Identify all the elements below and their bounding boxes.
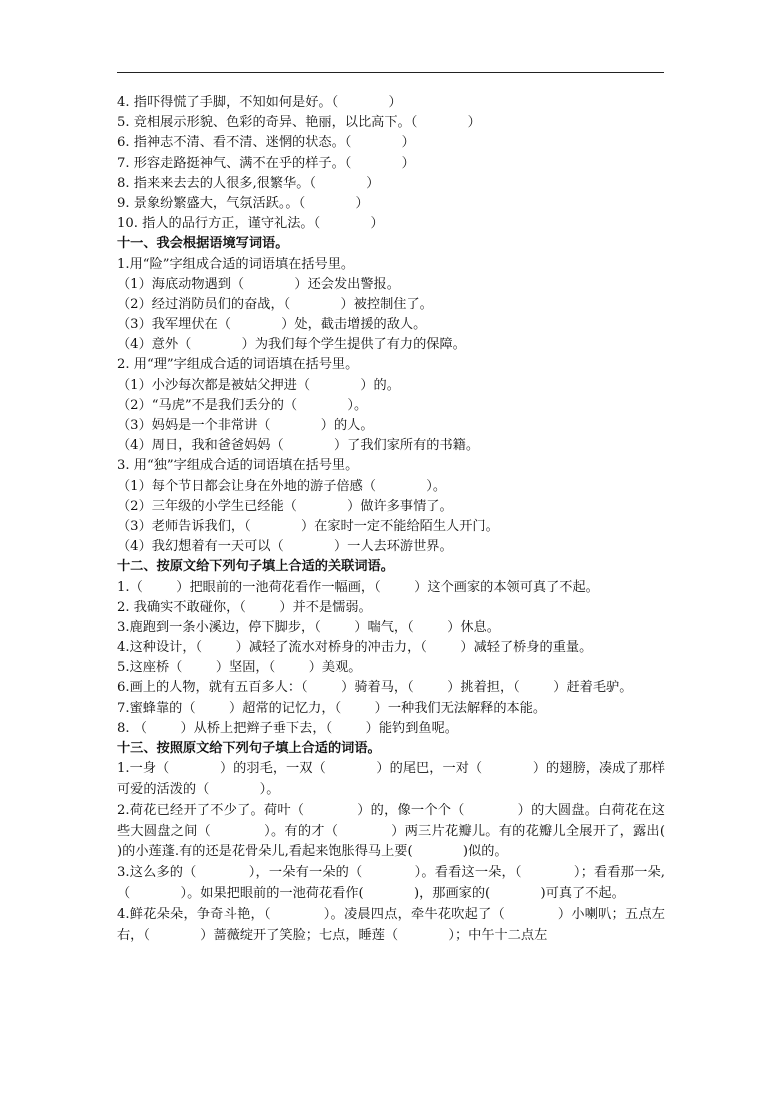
item-line: 6.画上的人物，就有五百多人：（ ）骑着马，（ ）挑着担，（ ）赶着毛驴。 xyxy=(117,680,633,696)
item-line: （3）妈妈是一个非常讲（ ）的人。 xyxy=(117,418,374,433)
item-line: 1.（ ）把眼前的一池荷花看作一幅画，（ ）这个画家的本领可真了不起。 xyxy=(117,579,599,595)
item-line: （3）老师告诉我们，（ ）在家时一定不能给陌生人开门。 xyxy=(117,518,499,534)
item-line: 9. 景象纷繁盛大，气氛活跃。。（ ） xyxy=(117,195,369,211)
item-line: 8. 指来来去去的人很多,很繁华。（ ） xyxy=(117,175,380,191)
item-line: （2）三年级的小学生已经能（ ）做许多事情了。 xyxy=(117,498,453,514)
item-line: （3）我军埋伏在（ ）处，截击增援的敌人。 xyxy=(117,317,427,333)
worksheet-content xyxy=(117,93,716,946)
item-line: 7.蜜蜂靠的（ ）超常的记忆力，（ ）一种我们无法解释的本能。 xyxy=(117,700,547,716)
item-line: （2）经过消防员们的奋战，（ ）被控制住了。 xyxy=(117,296,433,312)
section-heading-12: 十二、按原文给下列句子填上合适的关联词语。 xyxy=(117,559,394,575)
item-line: 2. 我确实不敢碰你，（ ）并不是懦弱。 xyxy=(117,599,372,615)
fill-in-paragraph: 4.鲜花朵朵，争奇斗艳，（ ）。凌晨四点，牵牛花吹起了（ ）小喇叭；五点左右，（ ）蔷薇绽开了笑脸；七点，睡莲（ ）；中午十二点左 xyxy=(117,906,665,943)
item-line: 4.这种设计，（ ）减轻了流水对桥身的冲击力，（ ）减轻了桥身的重量。 xyxy=(117,640,593,656)
fill-in-paragraph: 2.荷花已经开了不少了。荷叶（ ）的，像一个个（ ）的大圆盘。白荷花在这些大圆盘之间（ ）。有的才（ ）两三片花瓣儿。有的花瓣儿全展开了，露出( )的小莲蓬.有的还是花骨朵儿,看起来饱胀得马上要( )似的。 xyxy=(117,802,716,860)
item-line: （4）意外（ ）为我们每个学生提供了有力的保障。 xyxy=(117,337,466,353)
fill-in-paragraph: 1.一身（ ）的羽毛，一双（ ）的尾巴，一对（ ）的翅膀，凑成了那样可爱的活泼的（ ）。 xyxy=(117,761,665,797)
item-line: 4. 指吓得慌了手脚，不知如何是好。（ ） xyxy=(117,95,402,110)
item-line: 6. 指神志不清、看不清、迷惘的状态。（ ） xyxy=(117,135,415,151)
item-line: 2. 用“理”字组成合适的词语填在括号里。 xyxy=(117,357,359,373)
item-line: （2）“马虎”不是我们丢分的（ ）。 xyxy=(117,397,368,413)
item-line: 8. （ ）从桥上把辫子垂下去，（ ）能钓到鱼呢。 xyxy=(117,720,458,736)
item-line: （4）周日，我和爸爸妈妈（ ）了我们家所有的书籍。 xyxy=(117,438,480,454)
section-heading-11: 十一、我会根据语境写词语。 xyxy=(117,236,289,252)
item-line: 3. 用“独”字组成合适的词语填在括号里。 xyxy=(117,458,359,474)
item-line: （1）每个节日都会让身在外地的游子倍感（ ）。 xyxy=(117,478,447,494)
item-line: （4）我幻想着有一天可以（ ）一人去环游世界。 xyxy=(117,539,453,555)
section-heading-13: 十三、按照原文给下列句子填上合适的词语。 xyxy=(117,741,381,756)
header-rule xyxy=(117,72,664,73)
item-line: 5. 竞相展示形貌、色彩的奇异、艳丽，以比高下。（ ） xyxy=(117,115,481,131)
item-line: （1）小沙每次都是被姑父押进（ ）的。 xyxy=(117,377,400,393)
item-line: 5.这座桥（ ）坚固，（ ）美观。 xyxy=(117,660,362,676)
item-line: 3.鹿跑到一条小溪边，停下脚步，（ ）喘气，（ ）休息。 xyxy=(117,619,500,635)
item-line: 7. 形容走路挺神气、满不在乎的样子。（ ） xyxy=(117,155,415,171)
fill-in-paragraph: 3.这么多的（ ），一朵有一朵的（ ）。看看这一朵，（ ）；看看那一朵,（ ）。如果把眼前的一池荷花看作( )，那画家的( )可真了不起。 xyxy=(117,865,665,901)
item-line: （1）海底动物遇到（ ）还会发出警报。 xyxy=(117,276,400,292)
item-line: 1.用“险”字组成合适的词语填在括号里。 xyxy=(117,256,355,272)
item-line: 10. 指人的品行方正，谨守礼法。（ ） xyxy=(117,216,384,232)
